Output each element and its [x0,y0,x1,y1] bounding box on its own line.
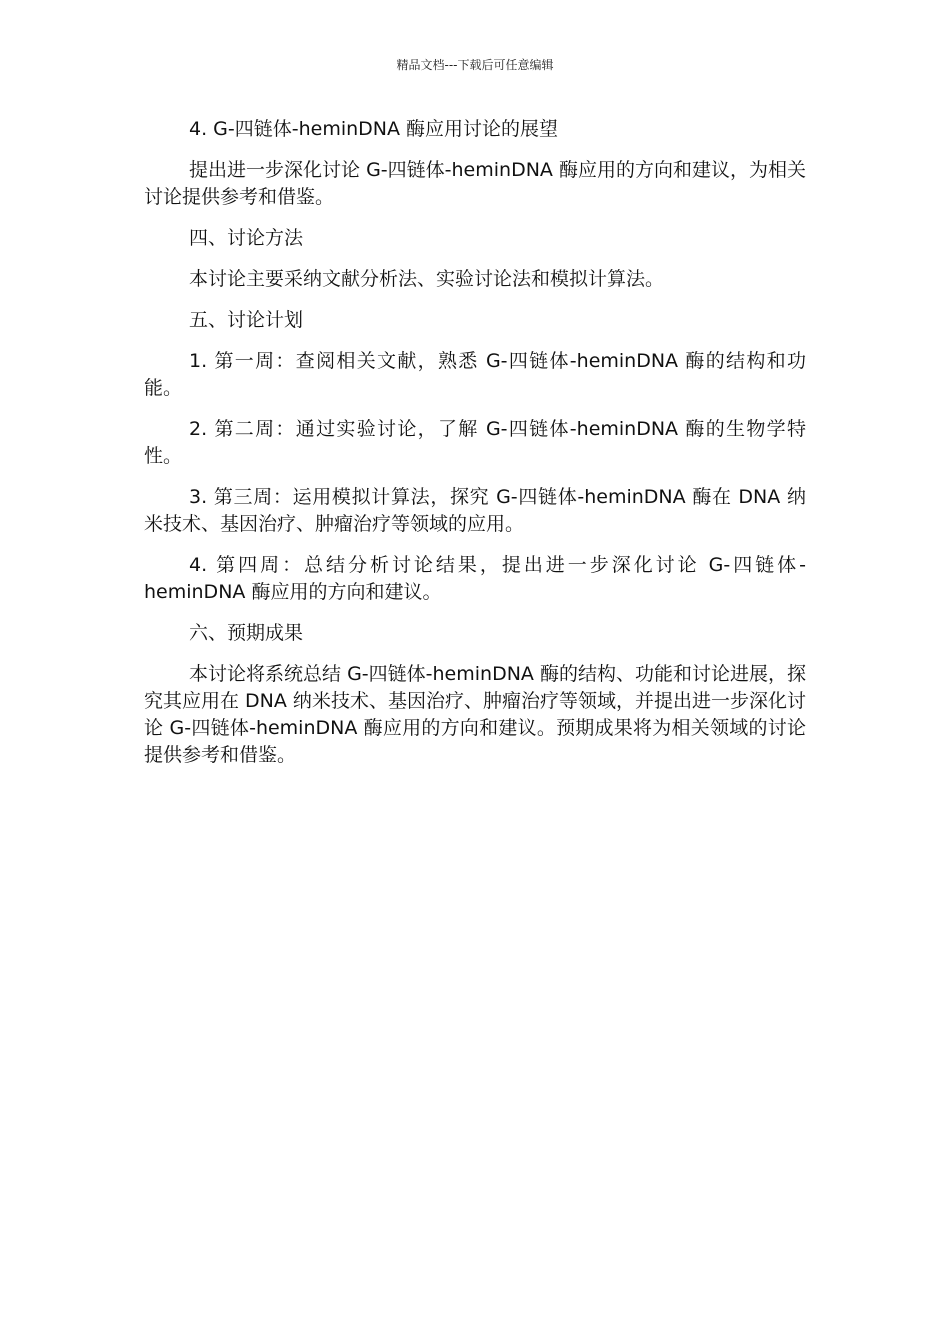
plan-week-3: 3. 第三周：运用模拟计算法，探究 G-四链体-heminDNA 酶在 DNA 纳米技术、基因治疗、肿瘤治疗等领域的应用。 [144,486,806,535]
plan-week-2: 2. 第二周：通过实验讨论，了解 G-四链体-heminDNA 酶的生物学特性。 [144,418,806,467]
section-heading-methods: 四、讨论方法 [189,227,304,249]
outcomes-description: 本讨论将系统总结 G-四链体-heminDNA 酶的结构、功能和讨论进展，探究其应用在 DNA 纳米技术、基因治疗、肿瘤治疗等领域，并提出进一步深化讨论 G-四链体-heminDNA 酶应用的方向和建议。预期成果将为相关领域的讨论提供参考和借鉴。 [144,663,806,766]
section-heading-outcomes: 六、预期成果 [189,622,304,644]
plan-week-1: 1. 第一周：查阅相关文献，熟悉 G-四链体-heminDNA 酶的结构和功能。 [144,350,806,399]
section-heading-plan: 五、讨论计划 [189,309,304,331]
outlook-item-4: 4. G-四链体-heminDNA 酶应用讨论的展望 [189,118,559,140]
page-header: 精品文档---下载后可任意编辑 [396,58,554,72]
document-body [144,116,806,783]
methods-description: 本讨论主要采纳文献分析法、实验讨论法和模拟计算法。 [189,268,665,290]
plan-week-4: 4. 第四周：总结分析讨论结果，提出进一步深化讨论 G-四链体-heminDNA 酶应用的方向和建议。 [144,554,806,603]
outlook-description: 提出进一步深化讨论 G-四链体-heminDNA 酶应用的方向和建议，为相关讨论提供参考和借鉴。 [144,159,806,208]
